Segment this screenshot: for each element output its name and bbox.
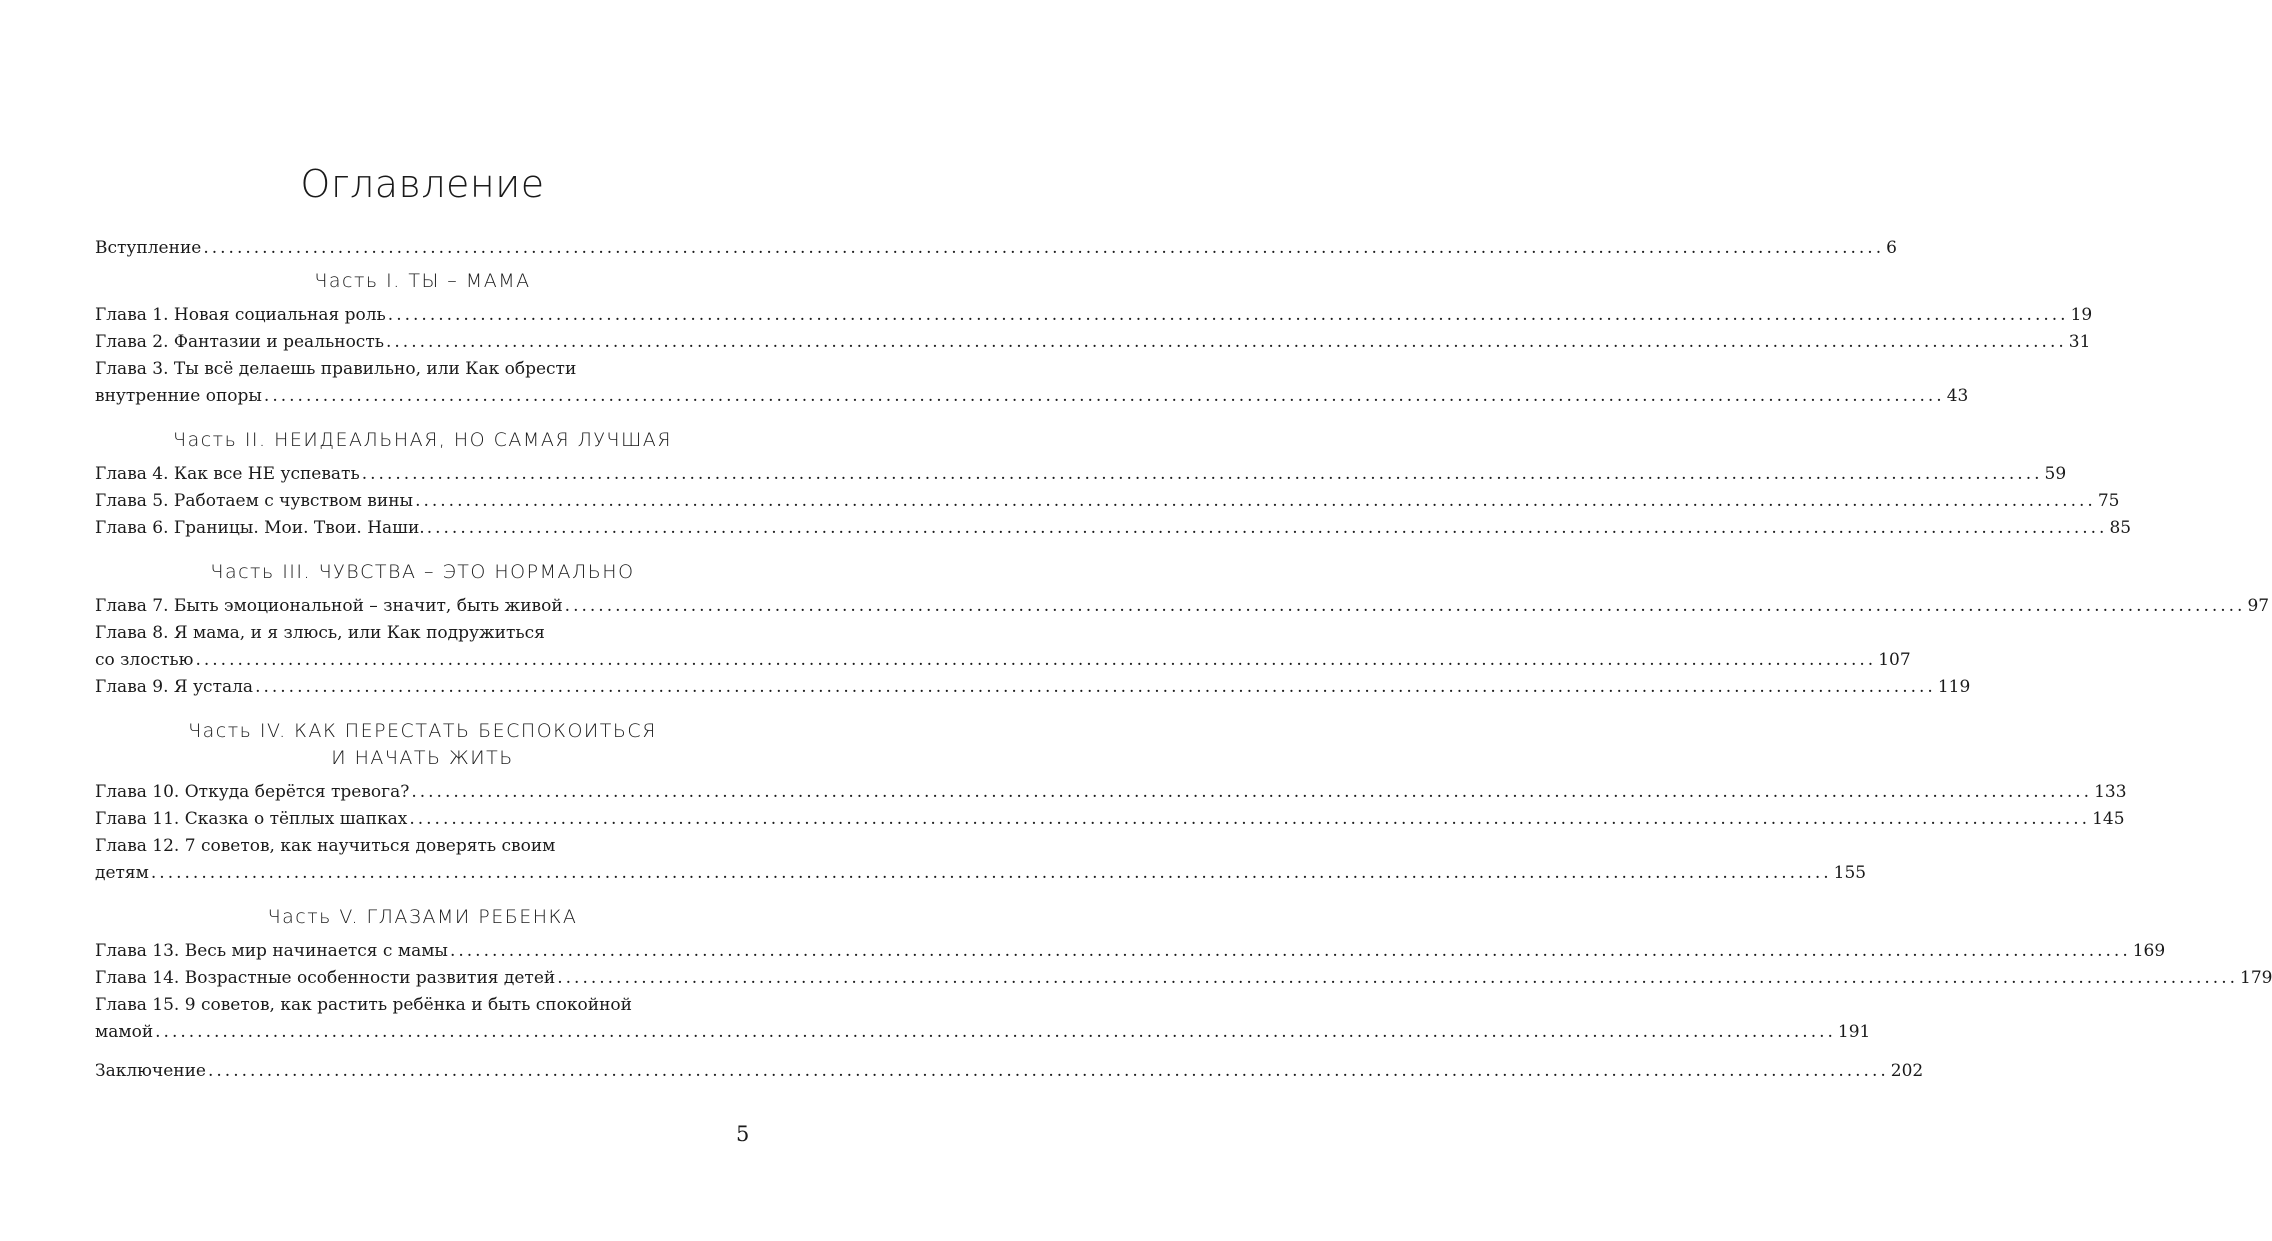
- leader-dots: ........................................................................................................................................................................................................: [255, 677, 1936, 697]
- part-heading: Часть II. НЕИДЕАЛЬНАЯ, НО САМАЯ ЛУЧШАЯ: [173, 429, 672, 451]
- toc-page-number: 145: [2092, 809, 2125, 829]
- toc-entry-text: Глава 9. Я устала: [95, 677, 254, 697]
- toc-page-number: 31: [2068, 332, 2091, 352]
- toc-entry[interactable]: [95, 938, 2166, 965]
- toc-page-number: 97: [2247, 596, 2270, 616]
- leader-dots: ........................................................................................................................................................................................................: [426, 518, 2108, 538]
- toc-page-number: 169: [2132, 941, 2166, 961]
- toc-entry-text: Глава 3. Ты всё делаешь правильно, или Как обрести: [95, 359, 577, 379]
- leader-dots: ........................................................................................................................................................................................................: [207, 1061, 1889, 1081]
- leader-dots: ........................................................................................................................................................................................................: [263, 386, 1945, 406]
- part-heading: Часть V. ГЛАЗАМИ РЕБЕНКА: [267, 906, 578, 928]
- toc-entry-text: со злостью: [95, 650, 194, 670]
- toc-entry-text: внутренние опоры: [95, 386, 262, 406]
- toc-entry-text: Глава 4. Как все НЕ успевать: [95, 464, 360, 484]
- toc-entry-text: Глава 5. Работаем с чувством вины: [95, 491, 414, 511]
- toc-entry[interactable]: [95, 329, 2091, 356]
- toc-entry[interactable]: [95, 992, 697, 1019]
- part-heading: Часть IV. КАК ПЕРЕСТАТЬ БЕСПОКОИТЬСЯ: [188, 720, 657, 742]
- toc-entry-outro[interactable]: [95, 1058, 1924, 1085]
- toc-page-number: 75: [2097, 491, 2120, 511]
- toc-page-number: 6: [1886, 238, 1897, 258]
- leader-dots: ........................................................................................................................................................................................................: [195, 650, 1877, 670]
- toc-page-number: 119: [1937, 677, 1971, 697]
- toc-page-number: 155: [1833, 863, 1867, 883]
- toc-entry-text: мамой: [95, 1022, 154, 1042]
- toc-entry-text: Глава 12. 7 советов, как научиться доверять своим: [95, 836, 556, 856]
- toc-entry[interactable]: [95, 356, 697, 383]
- toc-page-number: 202: [1890, 1061, 1924, 1081]
- toc-entry[interactable]: [95, 965, 2272, 992]
- toc-page-number: 43: [1946, 386, 1969, 406]
- leader-dots: ........................................................................................................................................................................................................: [557, 968, 2238, 988]
- toc-entry-text: Глава 8. Я мама, и я злюсь, или Как подружиться: [95, 623, 545, 643]
- toc-entry-text: Глава 13. Весь мир начинается с мамы: [95, 941, 448, 961]
- toc-page-number: 19: [2070, 305, 2093, 325]
- toc-entry-text: Глава 11. Сказка о тёплых шапках: [95, 809, 408, 829]
- leader-dots: ........................................................................................................................................................................................................: [203, 238, 1885, 258]
- toc-entry-text: Заключение: [95, 1061, 206, 1081]
- part-heading: Часть III. ЧУВСТВА – ЭТО НОРМАЛЬНО: [210, 561, 635, 583]
- toc-page-number: 133: [2094, 782, 2127, 802]
- page-title: Оглавление: [300, 162, 545, 206]
- toc-page-number: 179: [2240, 968, 2272, 988]
- toc-entry-text: детям: [95, 863, 149, 883]
- toc-entry-text: Глава 2. Фантазии и реальность: [95, 332, 384, 352]
- leader-dots: ........................................................................................................................................................................................................: [449, 941, 2131, 961]
- toc-entry-continuation[interactable]: [95, 647, 1911, 674]
- toc-page-number: 107: [1878, 650, 1911, 670]
- leader-dots: ........................................................................................................................................................................................................: [386, 332, 2067, 352]
- leader-dots: ........................................................................................................................................................................................................: [415, 491, 2096, 511]
- toc-entry[interactable]: [95, 302, 2093, 329]
- leader-dots: ........................................................................................................................................................................................................: [361, 464, 2043, 484]
- toc-entry[interactable]: [95, 461, 2067, 488]
- toc-entry-text: Глава 15. 9 советов, как растить ребёнка и быть спокойной: [95, 995, 632, 1015]
- leader-dots: ........................................................................................................................................................................................................: [564, 596, 2246, 616]
- toc-entry-text: Глава 14. Возрастные особенности развития детей: [95, 968, 556, 988]
- toc-page-number: 85: [2109, 518, 2132, 538]
- toc-entry-text: Глава 6. Границы. Мои. Твои. Наши.: [95, 518, 425, 538]
- toc-entry-text: Глава 10. Откуда берётся тревога?: [95, 782, 410, 802]
- toc-entry[interactable]: [95, 620, 697, 647]
- toc-page-number: 191: [1837, 1022, 1871, 1042]
- part-heading: И НАЧАТЬ ЖИТЬ: [331, 747, 514, 769]
- leader-dots: ........................................................................................................................................................................................................: [387, 305, 2069, 325]
- toc-entry-text: Вступление: [95, 238, 202, 258]
- toc-entry[interactable]: [95, 779, 2127, 806]
- toc-entry[interactable]: [95, 674, 1971, 701]
- toc-entry[interactable]: [95, 806, 2125, 833]
- leader-dots: ........................................................................................................................................................................................................: [155, 1022, 1836, 1042]
- page-number: 5: [736, 1122, 750, 1146]
- toc-entry[interactable]: [95, 488, 2120, 515]
- toc-entry-text: Глава 7. Быть эмоциональной – значит, быть живой: [95, 596, 563, 616]
- toc-entry-continuation[interactable]: [95, 1019, 1871, 1046]
- toc-entry-continuation[interactable]: [95, 860, 1867, 887]
- leader-dots: ........................................................................................................................................................................................................: [150, 863, 1832, 883]
- leader-dots: ........................................................................................................................................................................................................: [411, 782, 2093, 802]
- toc-entry-text: Глава 1. Новая социальная роль: [95, 305, 386, 325]
- toc-entry-intro[interactable]: [95, 235, 1897, 262]
- toc-entry[interactable]: [95, 515, 2132, 542]
- toc-entry-continuation[interactable]: [95, 383, 1969, 410]
- toc-entry[interactable]: [95, 593, 2270, 620]
- toc-page-number: 59: [2044, 464, 2067, 484]
- toc-entry[interactable]: [95, 833, 697, 860]
- part-heading: Часть I. ТЫ – МАМА: [314, 270, 531, 292]
- leader-dots: ........................................................................................................................................................................................................: [409, 809, 2091, 829]
